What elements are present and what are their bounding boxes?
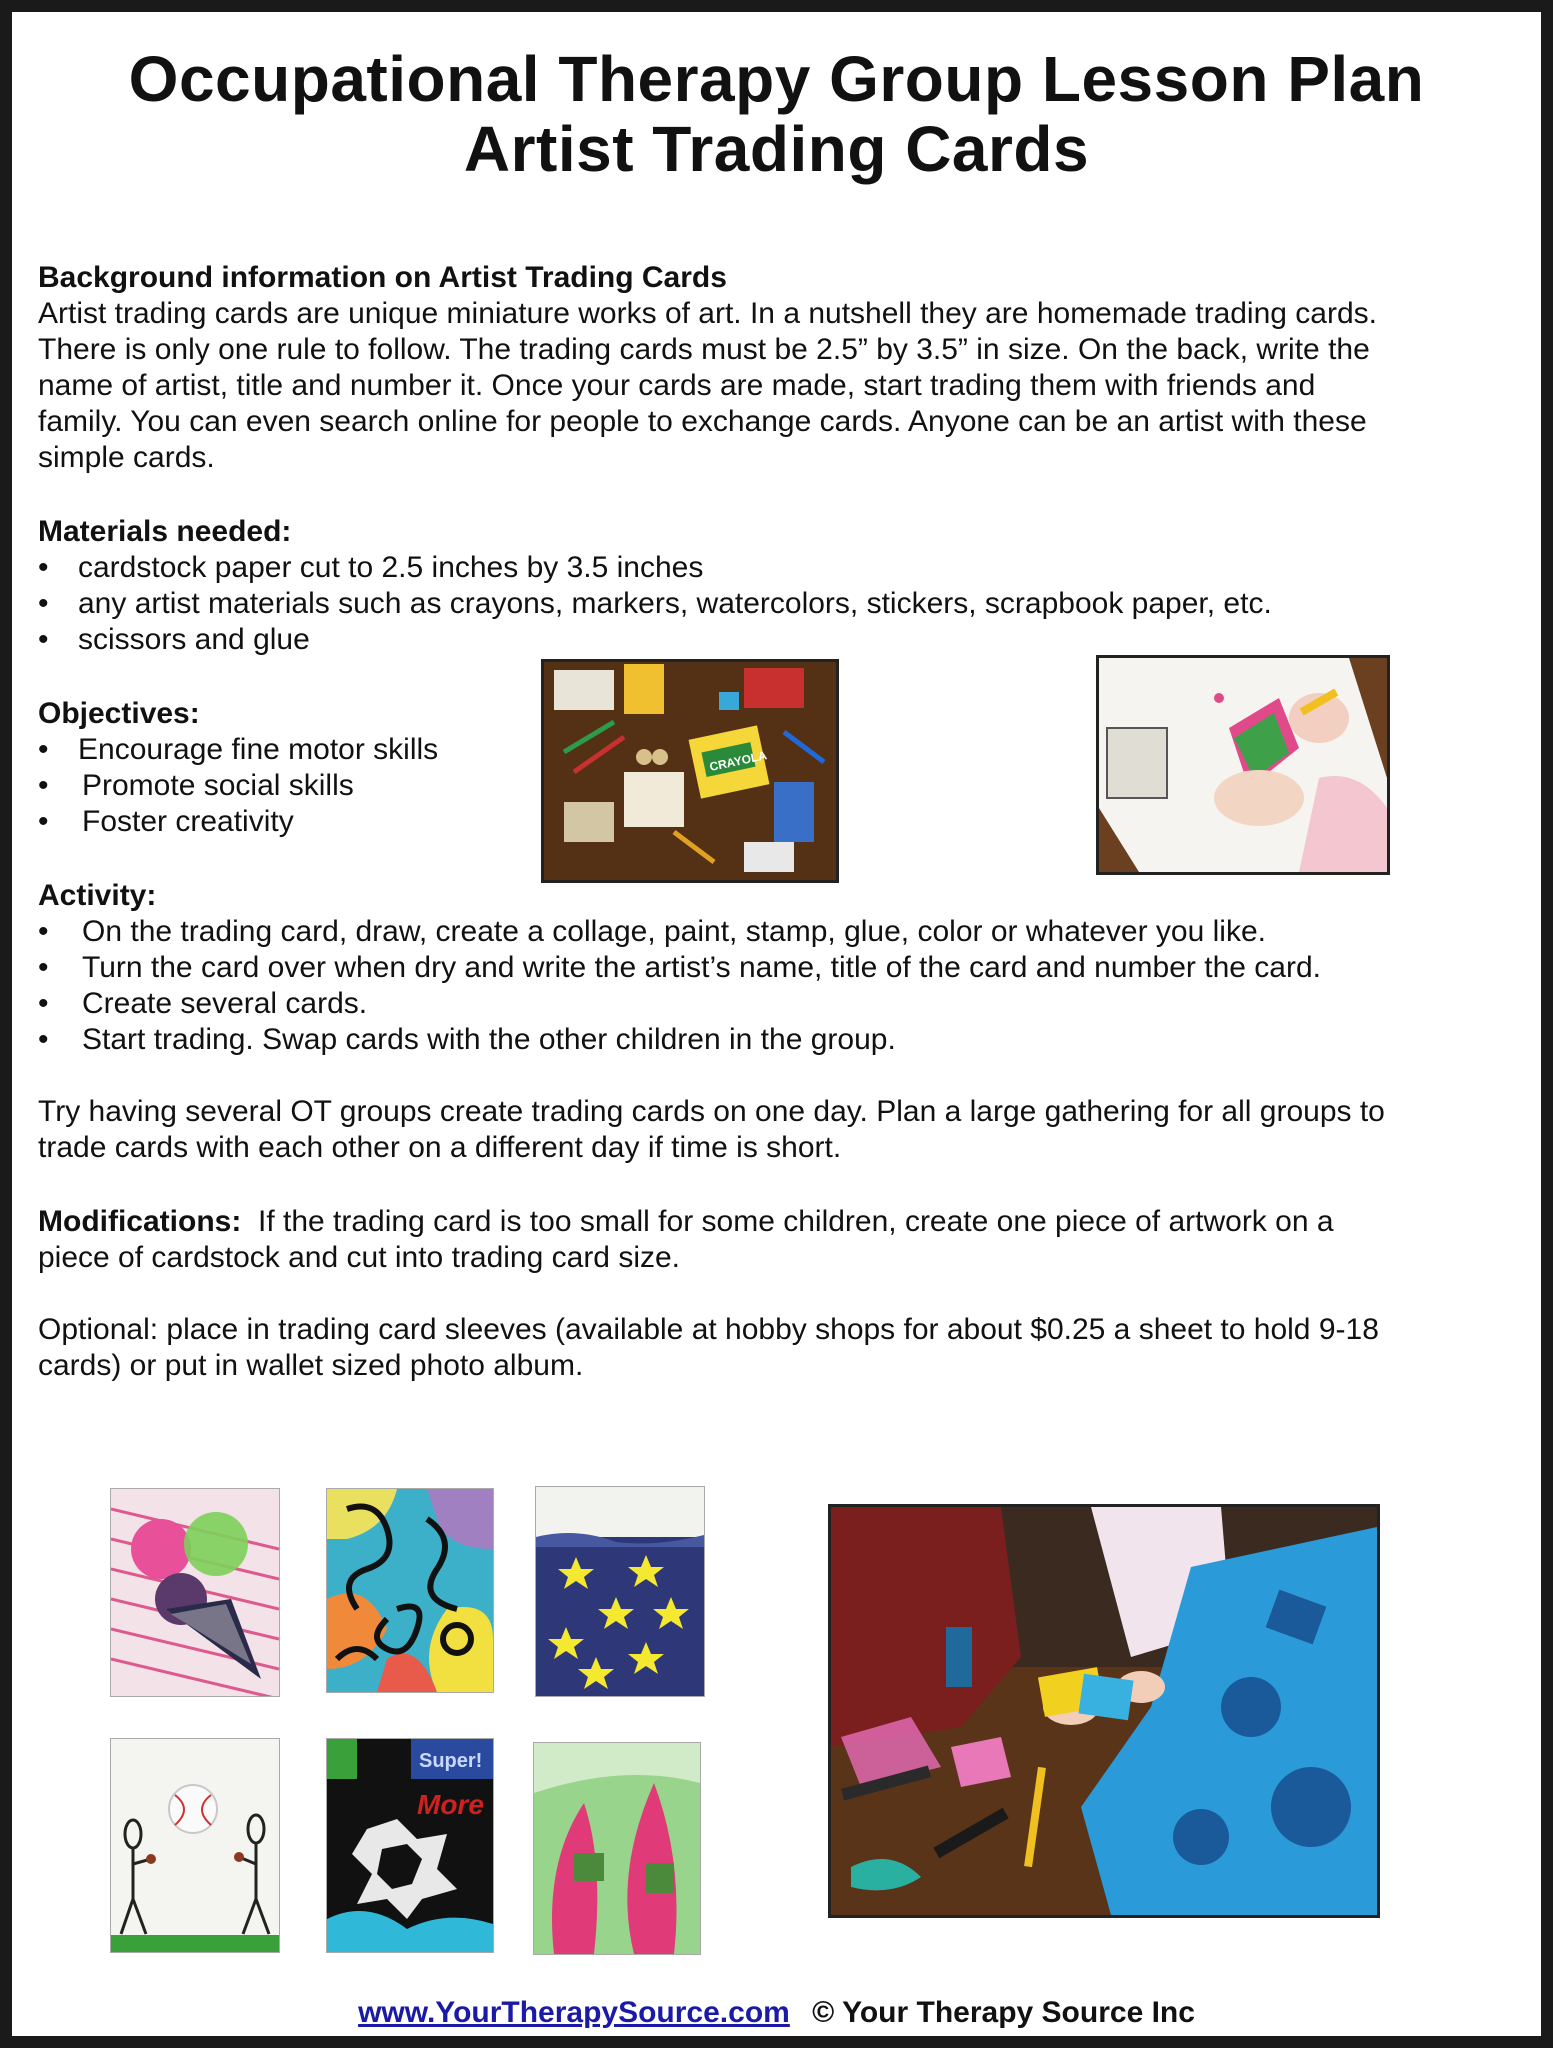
card-abstract-swirl-image bbox=[326, 1488, 494, 1693]
groups-note-line-2: trade cards with each other on a different day if time is short. bbox=[38, 1131, 842, 1164]
list-item bbox=[38, 914, 1518, 950]
activity-item: Create several cards. bbox=[82, 987, 368, 1020]
materials-section bbox=[38, 514, 1518, 658]
card-stars-image bbox=[535, 1486, 705, 1697]
list-item bbox=[38, 550, 1518, 586]
objectives-item: Foster creativity bbox=[82, 805, 294, 838]
modifications-section bbox=[38, 1204, 1518, 1276]
modifications-line-2: piece of cardstock and cut into trading card size. bbox=[38, 1241, 681, 1274]
card-baseball-image bbox=[110, 1738, 280, 1953]
bullet-icon: • bbox=[38, 623, 49, 656]
modifications-line-1 bbox=[38, 1204, 1518, 1240]
card-super-text: Super! bbox=[419, 1750, 483, 1772]
art-supplies-photo bbox=[541, 659, 839, 883]
bullet-icon: • bbox=[38, 805, 49, 838]
objectives-item: Encourage fine motor skills bbox=[78, 733, 439, 766]
page-title: Occupational Therapy Group Lesson Plan bbox=[128, 43, 1425, 115]
optional-section bbox=[38, 1312, 1518, 1384]
bullet-icon: • bbox=[38, 551, 49, 584]
child-drawing-photo bbox=[1096, 655, 1390, 875]
bullet-icon: • bbox=[38, 1023, 49, 1056]
activity-section bbox=[38, 878, 1518, 1058]
objectives-heading: Objectives: bbox=[38, 697, 200, 730]
background-line-5: simple cards. bbox=[38, 441, 215, 474]
children-trading-photo bbox=[828, 1504, 1380, 1918]
card-ice-cream-image bbox=[110, 1488, 280, 1697]
materials-item: any artist materials such as crayons, markers, watercolors, stickers, scrapbook paper, etc. bbox=[78, 587, 1272, 620]
footer bbox=[0, 1996, 1553, 2030]
objectives-list bbox=[38, 732, 558, 840]
page-subtitle: Artist Trading Cards bbox=[463, 113, 1090, 185]
groups-note bbox=[38, 1094, 1518, 1166]
activity-item: On the trading card, draw, create a collage, paint, stamp, glue, color or whatever you like. bbox=[82, 915, 1266, 948]
card-super-more-image bbox=[326, 1738, 494, 1953]
bullet-icon: • bbox=[38, 733, 49, 766]
materials-heading: Materials needed: bbox=[38, 515, 292, 548]
background-line-2: There is only one rule to follow. The trading cards must be 2.5” by 3.5” in size. On the back, write the bbox=[38, 333, 1370, 366]
list-item bbox=[38, 586, 1518, 622]
modifications-text: If the trading card is too small for some children, create one piece of artwork on a bbox=[241, 1205, 1334, 1238]
bullet-icon: • bbox=[38, 769, 49, 802]
card-leaves-image bbox=[533, 1742, 701, 1955]
optional-line-2: cards) or put in wallet sized photo album. bbox=[38, 1349, 584, 1382]
modifications-label: Modifications: bbox=[38, 1205, 242, 1238]
background-line-1: Artist trading cards are unique miniature works of art. In a nutshell they are homemade trading cards. bbox=[38, 297, 1377, 330]
list-item bbox=[38, 1022, 1518, 1058]
bullet-icon: • bbox=[38, 951, 49, 984]
bullet-icon: • bbox=[38, 987, 49, 1020]
materials-item: scissors and glue bbox=[78, 623, 310, 656]
list-item bbox=[38, 986, 1518, 1022]
background-line-4: family. You can even search online for people to exchange cards. Anyone can be an artist with these bbox=[38, 405, 1367, 438]
materials-item: cardstock paper cut to 2.5 inches by 3.5 inches bbox=[78, 551, 704, 584]
bullet-icon: • bbox=[38, 915, 49, 948]
objectives-item: Promote social skills bbox=[82, 769, 354, 802]
optional-line-1: Optional: place in trading card sleeves (available at hobby shops for about $0.25 a sheet to hold 9-18 bbox=[38, 1313, 1379, 1346]
list-item bbox=[38, 622, 1518, 658]
website-link[interactable]: www.YourTherapySource.com bbox=[358, 1996, 790, 2029]
objectives-section bbox=[38, 696, 558, 840]
list-item bbox=[38, 804, 558, 840]
list-item bbox=[38, 950, 1518, 986]
crayon-box-label: CRAYOLA bbox=[708, 748, 769, 774]
copyright-text: © Your Therapy Source Inc bbox=[812, 1996, 1195, 2029]
materials-list bbox=[38, 550, 1518, 658]
activity-heading: Activity: bbox=[38, 879, 157, 912]
background-section bbox=[38, 260, 1518, 476]
groups-note-line-1: Try having several OT groups create trading cards on one day. Plan a large gathering for all groups to bbox=[38, 1095, 1385, 1128]
card-more-text: More bbox=[417, 1789, 484, 1820]
activity-item: Start trading. Swap cards with the other children in the group. bbox=[82, 1023, 896, 1056]
background-heading: Background information on Artist Trading Cards bbox=[38, 261, 727, 294]
activity-list bbox=[38, 914, 1518, 1058]
bullet-icon: • bbox=[38, 587, 49, 620]
list-item bbox=[38, 732, 558, 768]
list-item bbox=[38, 768, 558, 804]
background-line-3: name of artist, title and number it. Once your cards are made, start trading them with friends and bbox=[38, 369, 1316, 402]
activity-item: Turn the card over when dry and write the artist’s name, title of the card and number the card. bbox=[82, 951, 1321, 984]
